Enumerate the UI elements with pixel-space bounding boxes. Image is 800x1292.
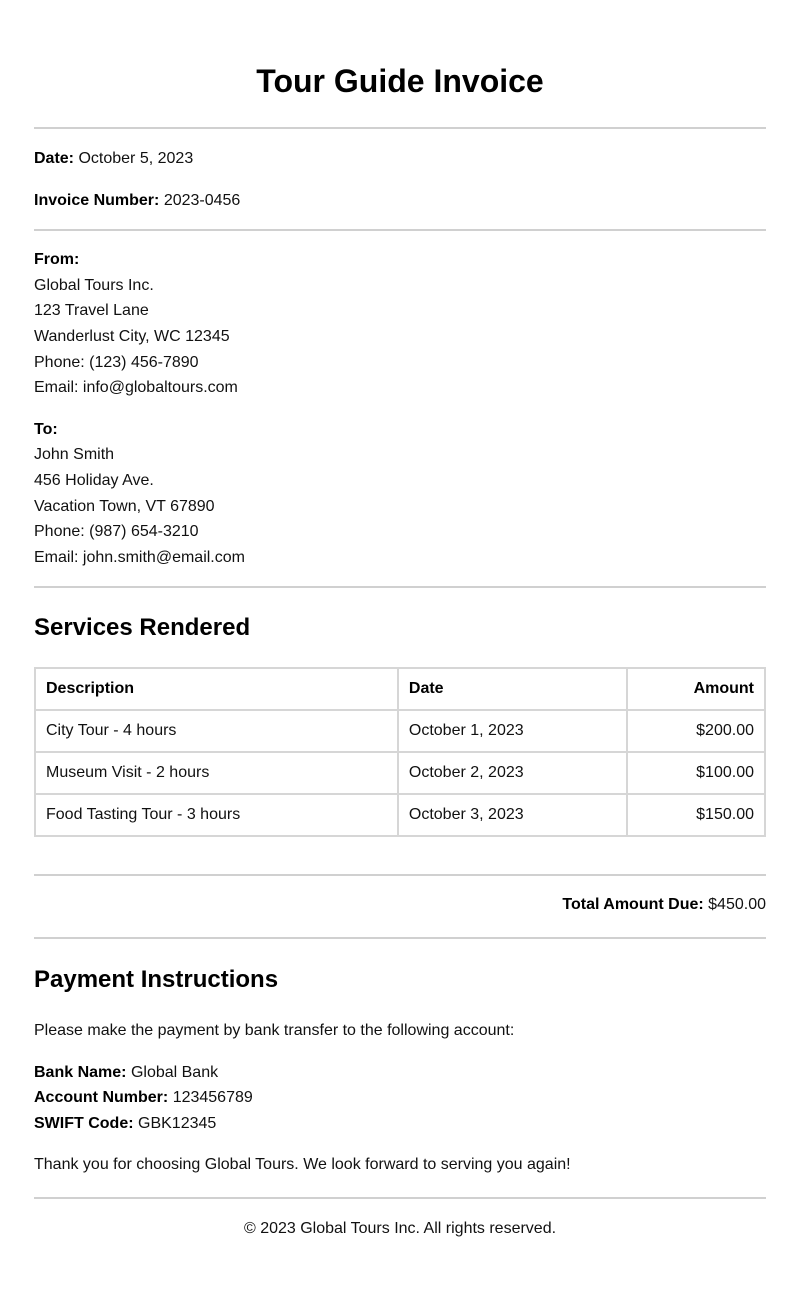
- invoice-number: [34, 191, 240, 211]
- to-label: To:: [34, 421, 58, 438]
- divider: [34, 937, 766, 939]
- table-row: [35, 794, 765, 836]
- services-table: [34, 667, 766, 837]
- account-number-label: Account Number:: [34, 1089, 169, 1106]
- bank-name-value: Global Bank: [130, 1064, 219, 1081]
- invoice-number-value: 2023-0456: [163, 192, 241, 209]
- total-value: $450.00: [708, 896, 766, 913]
- service-date: October 1, 2023: [398, 710, 627, 752]
- bank-name-label: Bank Name:: [34, 1064, 127, 1081]
- service-description: Food Tasting Tour - 3 hours: [35, 794, 398, 836]
- to-phone: Phone: (987) 654-3210: [34, 523, 199, 540]
- from-city: Wanderlust City, WC 12345: [34, 328, 230, 345]
- service-amount: $150.00: [627, 794, 765, 836]
- to-email: Email: john.smith@email.com: [34, 549, 245, 566]
- footer-copyright: © 2023 Global Tours Inc. All rights reserved.: [243, 1220, 557, 1237]
- account-number-value: 123456789: [172, 1089, 253, 1106]
- service-description: City Tour - 4 hours: [35, 710, 398, 752]
- total-amount-due: [562, 895, 766, 915]
- from-email: Email: info@globaltours.com: [34, 379, 238, 396]
- from-street: 123 Travel Lane: [34, 302, 149, 319]
- divider: [34, 1197, 766, 1199]
- service-description: Museum Visit - 2 hours: [35, 752, 398, 794]
- payment-intro: Please make the payment by bank transfer to the following account:: [34, 1022, 515, 1039]
- to-street: 456 Holiday Ave.: [34, 472, 154, 489]
- from-company: Global Tours Inc.: [34, 277, 154, 294]
- service-amount: $200.00: [627, 710, 765, 752]
- thank-you-note: Thank you for choosing Global Tours. We look forward to serving you again!: [34, 1156, 571, 1173]
- from-label: From:: [34, 251, 80, 268]
- divider: [34, 874, 766, 876]
- services-heading: Services Rendered: [34, 614, 251, 641]
- table-row: [35, 752, 765, 794]
- swift-code-value: GBK12345: [138, 1115, 217, 1132]
- payment-heading: Payment Instructions: [34, 966, 279, 993]
- date-value: October 5, 2023: [78, 150, 194, 167]
- divider: [34, 127, 766, 129]
- invoice-date: [34, 149, 193, 169]
- to-name: John Smith: [34, 446, 115, 463]
- account-number: [34, 1088, 253, 1108]
- bank-name: [34, 1063, 218, 1083]
- date-label: Date:: [34, 150, 75, 167]
- swift-code-label: SWIFT Code:: [34, 1115, 134, 1132]
- table-header-row: [35, 668, 765, 710]
- invoice-number-label: Invoice Number:: [34, 192, 160, 209]
- page-title: Tour Guide Invoice: [256, 63, 544, 99]
- column-header-date: Date: [398, 668, 627, 710]
- column-header-amount: Amount: [627, 668, 765, 710]
- total-label: Total Amount Due:: [562, 896, 704, 913]
- column-header-description: Description: [35, 668, 398, 710]
- service-date: October 3, 2023: [398, 794, 627, 836]
- swift-code: [34, 1114, 216, 1134]
- table-row: [35, 710, 765, 752]
- divider: [34, 229, 766, 231]
- service-date: October 2, 2023: [398, 752, 627, 794]
- to-city: Vacation Town, VT 67890: [34, 498, 215, 515]
- divider: [34, 586, 766, 588]
- from-phone: Phone: (123) 456-7890: [34, 354, 199, 371]
- service-amount: $100.00: [627, 752, 765, 794]
